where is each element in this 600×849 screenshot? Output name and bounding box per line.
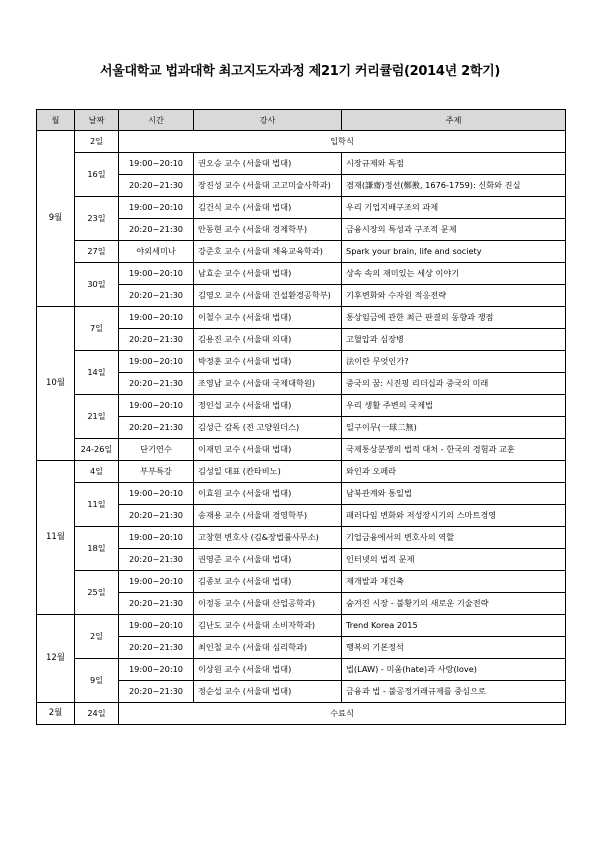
- date-cell: 21일: [75, 395, 119, 439]
- time-cell: 20:20~21:30: [119, 373, 194, 395]
- month-cell: 11월: [37, 461, 75, 615]
- topic-cell: 중국의 꿈: 시진핑 리더십과 중국의 미래: [342, 373, 566, 395]
- lecturer-cell: 김용진 교수 (서울대 의대): [194, 329, 342, 351]
- table-row: [37, 263, 566, 285]
- topic-cell: 인터넷의 법적 문제: [342, 549, 566, 571]
- event-cell: 입학식: [119, 131, 566, 153]
- time-cell: 19:00~20:10: [119, 197, 194, 219]
- time-cell: 19:00~20:10: [119, 351, 194, 373]
- topic-cell: 남북관계와 통일법: [342, 483, 566, 505]
- lecturer-cell: 정인섭 교수 (서울대 법대): [194, 395, 342, 417]
- topic-cell: 겸재(謙齋)정선(鄭敾, 1676-1759): 신화와 진실: [342, 175, 566, 197]
- topic-cell: 기후변화와 수자원 적응전략: [342, 285, 566, 307]
- header-month: 월: [37, 110, 75, 131]
- topic-cell: 고혈압과 심장병: [342, 329, 566, 351]
- time-cell: 20:20~21:30: [119, 593, 194, 615]
- topic-cell: 재개발과 재건축: [342, 571, 566, 593]
- lecturer-cell: 권영준 교수 (서울대 법대): [194, 549, 342, 571]
- table-row: [37, 197, 566, 219]
- topic-cell: 통상임금에 관한 최근 판결의 동향과 쟁점: [342, 307, 566, 329]
- topic-cell: 기업금융에서의 변호사의 역할: [342, 527, 566, 549]
- lecturer-cell: 김건식 교수 (서울대 법대): [194, 197, 342, 219]
- time-cell: 19:00~20:10: [119, 263, 194, 285]
- date-cell: 18일: [75, 527, 119, 571]
- topic-cell: 법(LAW) - 미움(hate)과 사랑(love): [342, 659, 566, 681]
- lecturer-cell: 조영남 교수 (서울대 국제대학원): [194, 373, 342, 395]
- date-cell: 30일: [75, 263, 119, 307]
- header-date: 날짜: [75, 110, 119, 131]
- header-lecturer: 강사: [194, 110, 342, 131]
- lecturer-cell: 장진성 교수 (서울대 고고미술사학과): [194, 175, 342, 197]
- table-row: [37, 527, 566, 549]
- time-cell: 19:00~20:10: [119, 571, 194, 593]
- time-cell: 19:00~20:10: [119, 527, 194, 549]
- date-cell: 9일: [75, 659, 119, 703]
- lecturer-cell: 최인철 교수 (서울대 심리학과): [194, 637, 342, 659]
- table-row: [37, 483, 566, 505]
- lecturer-cell: 김난도 교수 (서울대 소비자학과): [194, 615, 342, 637]
- topic-cell: 국제통상분쟁의 법적 대처 - 한국의 경험과 교훈: [342, 439, 566, 461]
- curriculum-table: [36, 109, 566, 725]
- lecturer-cell: 이상원 교수 (서울대 법대): [194, 659, 342, 681]
- topic-cell: 시장규제와 독점: [342, 153, 566, 175]
- time-cell: 19:00~20:10: [119, 395, 194, 417]
- time-cell: 20:20~21:30: [119, 219, 194, 241]
- date-cell: 2일: [75, 615, 119, 659]
- table-row: [37, 439, 566, 461]
- topic-cell: 패러다임 변화와 저성장시기의 스마트경영: [342, 505, 566, 527]
- lecturer-cell: 이철수 교수 (서울대 법대): [194, 307, 342, 329]
- table-row: [37, 351, 566, 373]
- lecturer-cell: 김영오 교수 (서울대 건설환경공학부): [194, 285, 342, 307]
- time-cell: 20:20~21:30: [119, 285, 194, 307]
- topic-cell: 法이란 무엇인가?: [342, 351, 566, 373]
- table-row: [37, 395, 566, 417]
- time-cell: 20:20~21:30: [119, 549, 194, 571]
- lecturer-cell: 권오승 교수 (서울대 법대): [194, 153, 342, 175]
- header-topic: 주제: [342, 110, 566, 131]
- time-cell: 20:20~21:30: [119, 681, 194, 703]
- table-header-row: [37, 110, 566, 131]
- date-cell: 7일: [75, 307, 119, 351]
- time-cell: 부부특강: [119, 461, 194, 483]
- lecturer-cell: 김성근 감독 (전 고양원더스): [194, 417, 342, 439]
- date-cell: 27일: [75, 241, 119, 263]
- time-cell: 19:00~20:10: [119, 615, 194, 637]
- table-row: [37, 131, 566, 153]
- month-cell: 10월: [37, 307, 75, 461]
- time-cell: 20:20~21:30: [119, 637, 194, 659]
- time-cell: 단기연수: [119, 439, 194, 461]
- date-cell: 23일: [75, 197, 119, 241]
- date-cell: 16일: [75, 153, 119, 197]
- month-cell: 2월: [37, 703, 75, 725]
- lecturer-cell: 송재용 교수 (서울대 경영학부): [194, 505, 342, 527]
- time-cell: 야외세미나: [119, 241, 194, 263]
- table-row: [37, 153, 566, 175]
- table-row: [37, 615, 566, 637]
- table-row: [37, 241, 566, 263]
- time-cell: 19:00~20:10: [119, 153, 194, 175]
- header-time: 시간: [119, 110, 194, 131]
- lecturer-cell: 정순섭 교수 (서울대 법대): [194, 681, 342, 703]
- lecturer-cell: 남효순 교수 (서울대 법대): [194, 263, 342, 285]
- date-cell: 25일: [75, 571, 119, 615]
- topic-cell: 우리 기업지배구조의 과제: [342, 197, 566, 219]
- date-cell: 2일: [75, 131, 119, 153]
- lecturer-cell: 고창현 변호사 (김&장법률사무소): [194, 527, 342, 549]
- topic-cell: 일구이무(一球二無): [342, 417, 566, 439]
- date-cell: 14일: [75, 351, 119, 395]
- topic-cell: 금융시장의 특성과 구조적 문제: [342, 219, 566, 241]
- table-row: [37, 461, 566, 483]
- table-row: [37, 307, 566, 329]
- topic-cell: 와인과 오페라: [342, 461, 566, 483]
- month-cell: 9월: [37, 131, 75, 307]
- date-cell: 24-26일: [75, 439, 119, 461]
- topic-cell: 상속 속의 재미있는 세상 이야기: [342, 263, 566, 285]
- table-body: [37, 131, 566, 725]
- topic-cell: Trend Korea 2015: [342, 615, 566, 637]
- lecturer-cell: 김종보 교수 (서울대 법대): [194, 571, 342, 593]
- topic-cell: 행복의 기본정석: [342, 637, 566, 659]
- lecturer-cell: 박정훈 교수 (서울대 법대): [194, 351, 342, 373]
- topic-cell: 금융과 법 - 불공정거래규제를 중심으로: [342, 681, 566, 703]
- table-row: [37, 703, 566, 725]
- time-cell: 20:20~21:30: [119, 329, 194, 351]
- time-cell: 20:20~21:30: [119, 175, 194, 197]
- document-title: 서울대학교 법과대학 최고지도자과정 제21기 커리큘럼(2014년 2학기): [99, 64, 501, 79]
- table-row: [37, 571, 566, 593]
- time-cell: 20:20~21:30: [119, 505, 194, 527]
- event-cell: 수료식: [119, 703, 566, 725]
- time-cell: 19:00~20:10: [119, 659, 194, 681]
- lecturer-cell: 강준호 교수 (서울대 체육교육학과): [194, 241, 342, 263]
- lecturer-cell: 김성일 대표 (칸타비노): [194, 461, 342, 483]
- date-cell: 4일: [75, 461, 119, 483]
- date-cell: 11일: [75, 483, 119, 527]
- lecturer-cell: 안동현 교수 (서울대 경제학부): [194, 219, 342, 241]
- lecturer-cell: 이정동 교수 (서울대 산업공학과): [194, 593, 342, 615]
- topic-cell: 숨겨진 시장 - 불황기의 새로운 기술전략: [342, 593, 566, 615]
- lecturer-cell: 이효원 교수 (서울대 법대): [194, 483, 342, 505]
- time-cell: 19:00~20:10: [119, 307, 194, 329]
- lecturer-cell: 이재민 교수 (서울대 법대): [194, 439, 342, 461]
- table-row: [37, 659, 566, 681]
- time-cell: 19:00~20:10: [119, 483, 194, 505]
- month-cell: 12월: [37, 615, 75, 703]
- time-cell: 20:20~21:30: [119, 417, 194, 439]
- topic-cell: Spark your brain, life and society: [342, 241, 566, 263]
- date-cell: 24일: [75, 703, 119, 725]
- topic-cell: 우리 생활 주변의 국제법: [342, 395, 566, 417]
